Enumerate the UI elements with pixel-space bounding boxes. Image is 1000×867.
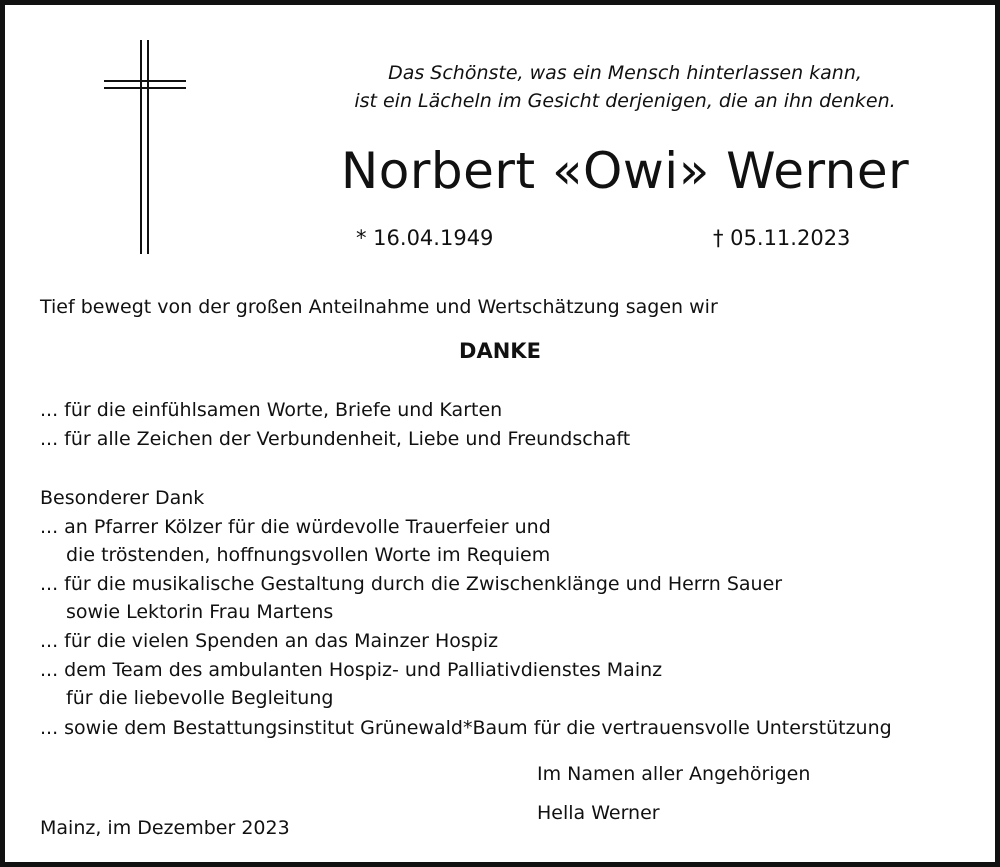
special-heading: Besonderer Dank xyxy=(40,487,205,509)
thanks-item: ... für alle Zeichen der Verbundenheit, Liebe und Freundschaft xyxy=(40,428,631,450)
special-item: ... für die vielen Spenden an das Mainzer Hospiz xyxy=(40,630,499,652)
quote-line-1: Das Schönste, was ein Mensch hinterlassen kann, xyxy=(388,62,862,84)
thanks-item: ... für die einfühlsamen Worte, Briefe und Karten xyxy=(40,399,503,421)
danke-heading: DANKE xyxy=(459,339,541,363)
special-item-continued: die tröstenden, hoffnungsvollen Worte im Requiem xyxy=(66,544,551,566)
birth-date: * 16.04.1949 xyxy=(356,226,494,250)
special-item: ... an Pfarrer Kölzer für die würdevolle Trauerfeier und xyxy=(40,516,551,538)
place-date: Mainz, im Dezember 2023 xyxy=(40,817,290,839)
special-item-continued: sowie Lektorin Frau Martens xyxy=(66,601,334,623)
signature-name: Hella Werner xyxy=(537,802,660,824)
cross-icon xyxy=(104,40,186,254)
intro-text: Tief bewegt von der großen Anteilnahme und Wertschätzung sagen wir xyxy=(40,296,718,318)
death-date: † 05.11.2023 xyxy=(713,226,851,250)
quote-line-2: ist ein Lächeln im Gesicht derjenigen, die an ihn denken. xyxy=(354,90,896,112)
signature-line-1: Im Namen aller Angehörigen xyxy=(537,763,811,785)
deceased-name: Norbert «Owi» Werner xyxy=(340,142,910,200)
special-item: ... für die musikalische Gestaltung durch die Zwischenklänge und Herrn Sauer xyxy=(40,573,783,595)
special-item: ... sowie dem Bestattungsinstitut Grünewald*Baum für die vertrauensvolle Unterstützung xyxy=(40,717,892,739)
special-item-continued: für die liebevolle Begleitung xyxy=(66,687,334,709)
special-item: ... dem Team des ambulanten Hospiz- und Palliativdienstes Mainz xyxy=(40,659,663,681)
